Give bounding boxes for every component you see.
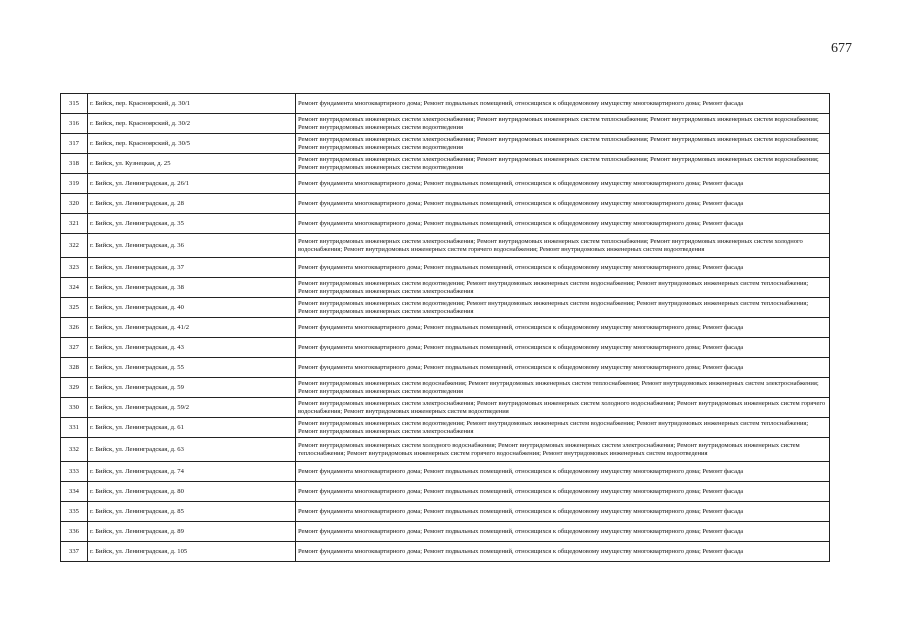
- table-row: [61, 114, 830, 134]
- row-number: 330: [61, 398, 88, 418]
- row-address: г. Бийск, ул. Ленинградская, д. 61: [88, 418, 296, 438]
- table-row: [61, 522, 830, 542]
- row-address: г. Бийск, ул. Ленинградская, д. 26/1: [88, 174, 296, 194]
- row-number: 326: [61, 318, 88, 338]
- table-row: [61, 94, 830, 114]
- table-row: [61, 278, 830, 298]
- row-works: Ремонт фундамента многоквартирного дома; Ремонт подвальных помещений, относящихся к общедомовому имуществу многоквартирного дома; Ремонт фасада: [296, 522, 830, 542]
- table-row: [61, 298, 830, 318]
- table-row: [61, 418, 830, 438]
- row-works: Ремонт фундамента многоквартирного дома; Ремонт подвальных помещений, относящихся к общедомовому имуществу многоквартирного дома; Ремонт фасада: [296, 194, 830, 214]
- registry-table-body: [61, 94, 830, 562]
- row-number: 327: [61, 338, 88, 358]
- row-address: г. Бийск, ул. Ленинградская, д. 74: [88, 462, 296, 482]
- row-works: Ремонт фундамента многоквартирного дома; Ремонт подвальных помещений, относящихся к общедомовому имуществу многоквартирного дома; Ремонт фасада: [296, 214, 830, 234]
- row-works: Ремонт фундамента многоквартирного дома; Ремонт подвальных помещений, относящихся к общедомовому имуществу многоквартирного дома; Ремонт фасада: [296, 338, 830, 358]
- row-number: 318: [61, 154, 88, 174]
- row-number: 322: [61, 234, 88, 258]
- table-row: [61, 398, 830, 418]
- row-works: Ремонт внутридомовых инженерных систем водоотведения; Ремонт внутридомовых инженерных систем водоснабжения; Ремонт внутридомовых инженерных систем теплоснабжения; Ремонт внутридомовых инженерных систем электроснабжения: [296, 278, 830, 298]
- table-row: [61, 482, 830, 502]
- row-works: Ремонт внутридомовых инженерных систем водоотведения; Ремонт внутридомовых инженерных систем водоснабжения; Ремонт внутридомовых инженерных систем теплоснабжения; Ремонт внутридомовых инженерных систем электроснабжения: [296, 418, 830, 438]
- table-row: [61, 154, 830, 174]
- table-row: [61, 194, 830, 214]
- row-address: г. Бийск, ул. Ленинградская, д. 36: [88, 234, 296, 258]
- row-address: г. Бийск, ул. Ленинградская, д. 59: [88, 378, 296, 398]
- row-address: г. Бийск, ул. Ленинградская, д. 38: [88, 278, 296, 298]
- row-number: 334: [61, 482, 88, 502]
- row-number: 331: [61, 418, 88, 438]
- row-works: Ремонт внутридомовых инженерных систем электроснабжения; Ремонт внутридомовых инженерных систем холодного водоснабжения; Ремонт внутридомовых инженерных систем горячего водоснабжения; Ремонт внутридомовых инженерных систем водоотведения: [296, 398, 830, 418]
- row-number: 315: [61, 94, 88, 114]
- row-number: 320: [61, 194, 88, 214]
- row-works: Ремонт внутридомовых инженерных систем электроснабжения; Ремонт внутридомовых инженерных систем теплоснабжения; Ремонт внутридомовых инженерных систем водоснабжения; Ремонт внутридомовых инженерных систем водоотведения: [296, 154, 830, 174]
- row-address: г. Бийск, ул. Кузнецкая, д. 25: [88, 154, 296, 174]
- row-number: 336: [61, 522, 88, 542]
- row-works: Ремонт фундамента многоквартирного дома; Ремонт подвальных помещений, относящихся к общедомовому имуществу многоквартирного дома; Ремонт фасада: [296, 94, 830, 114]
- row-works: Ремонт фундамента многоквартирного дома; Ремонт подвальных помещений, относящихся к общедомовому имуществу многоквартирного дома; Ремонт фасада: [296, 318, 830, 338]
- row-works: Ремонт фундамента многоквартирного дома; Ремонт подвальных помещений, относящихся к общедомовому имуществу многоквартирного дома; Ремонт фасада: [296, 462, 830, 482]
- row-works: Ремонт внутридомовых инженерных систем электроснабжения; Ремонт внутридомовых инженерных систем теплоснабжения; Ремонт внутридомовых инженерных систем водоснабжения; Ремонт внутридомовых инженерных систем водоотведения: [296, 114, 830, 134]
- row-address: г. Бийск, ул. Ленинградская, д. 80: [88, 482, 296, 502]
- page-number: 677: [831, 41, 852, 56]
- table-row: [61, 214, 830, 234]
- row-number: 324: [61, 278, 88, 298]
- row-address: г. Бийск, ул. Ленинградская, д. 43: [88, 338, 296, 358]
- row-number: 323: [61, 258, 88, 278]
- row-address: г. Бийск, ул. Ленинградская, д. 85: [88, 502, 296, 522]
- row-address: г. Бийск, ул. Ленинградская, д. 37: [88, 258, 296, 278]
- row-address: г. Бийск, пер. Красноярский, д. 30/1: [88, 94, 296, 114]
- row-works: Ремонт фундамента многоквартирного дома; Ремонт подвальных помещений, относящихся к общедомовому имуществу многоквартирного дома; Ремонт фасада: [296, 502, 830, 522]
- table-row: [61, 318, 830, 338]
- row-number: 321: [61, 214, 88, 234]
- row-number: 325: [61, 298, 88, 318]
- row-works: Ремонт фундамента многоквартирного дома; Ремонт подвальных помещений, относящихся к общедомовому имуществу многоквартирного дома; Ремонт фасада: [296, 258, 830, 278]
- table-row: [61, 234, 830, 258]
- row-address: г. Бийск, ул. Ленинградская, д. 41/2: [88, 318, 296, 338]
- row-works: Ремонт внутридомовых инженерных систем водоотведения; Ремонт внутридомовых инженерных систем водоснабжения; Ремонт внутридомовых инженерных систем теплоснабжения; Ремонт внутридомовых инженерных систем электроснабжения: [296, 298, 830, 318]
- row-address: г. Бийск, ул. Ленинградская, д. 35: [88, 214, 296, 234]
- row-number: 332: [61, 438, 88, 462]
- table-row: [61, 502, 830, 522]
- row-works: Ремонт внутридомовых инженерных систем электроснабжения; Ремонт внутридомовых инженерных систем теплоснабжения; Ремонт внутридомовых инженерных систем холодного водоснабжения; Ремонт внутридомовых инженерных систем горячего водоснабжения; Ремонт внутридомовых инженерных систем водоотведения: [296, 234, 830, 258]
- row-number: 333: [61, 462, 88, 482]
- row-number: 328: [61, 358, 88, 378]
- row-number: 329: [61, 378, 88, 398]
- row-address: г. Бийск, ул. Ленинградская, д. 63: [88, 438, 296, 462]
- table-row: [61, 358, 830, 378]
- row-address: г. Бийск, ул. Ленинградская, д. 89: [88, 522, 296, 542]
- row-address: г. Бийск, ул. Ленинградская, д. 59/2: [88, 398, 296, 418]
- table-row: [61, 174, 830, 194]
- row-number: 317: [61, 134, 88, 154]
- row-works: Ремонт фундамента многоквартирного дома; Ремонт подвальных помещений, относящихся к общедомовому имуществу многоквартирного дома; Ремонт фасада: [296, 174, 830, 194]
- row-number: 319: [61, 174, 88, 194]
- table-row: [61, 134, 830, 154]
- registry-table: [60, 93, 830, 562]
- row-number: 335: [61, 502, 88, 522]
- row-address: г. Бийск, ул. Ленинградская, д. 28: [88, 194, 296, 214]
- row-works: Ремонт фундамента многоквартирного дома; Ремонт подвальных помещений, относящихся к общедомовому имуществу многоквартирного дома; Ремонт фасада: [296, 482, 830, 502]
- table-row: [61, 542, 830, 562]
- table-row: [61, 338, 830, 358]
- row-address: г. Бийск, ул. Ленинградская, д. 105: [88, 542, 296, 562]
- row-works: Ремонт фундамента многоквартирного дома; Ремонт подвальных помещений, относящихся к общедомовому имуществу многоквартирного дома; Ремонт фасада: [296, 358, 830, 378]
- row-works: Ремонт фундамента многоквартирного дома; Ремонт подвальных помещений, относящихся к общедомовому имуществу многоквартирного дома; Ремонт фасада: [296, 542, 830, 562]
- table-row: [61, 258, 830, 278]
- table-row: [61, 462, 830, 482]
- row-address: г. Бийск, ул. Ленинградская, д. 55: [88, 358, 296, 378]
- table-row: [61, 378, 830, 398]
- row-number: 316: [61, 114, 88, 134]
- row-works: Ремонт внутридомовых инженерных систем электроснабжения; Ремонт внутридомовых инженерных систем теплоснабжения; Ремонт внутридомовых инженерных систем водоснабжения; Ремонт внутридомовых инженерных систем водоотведения: [296, 134, 830, 154]
- row-address: г. Бийск, ул. Ленинградская, д. 40: [88, 298, 296, 318]
- row-works: Ремонт внутридомовых инженерных систем водоснабжения; Ремонт внутридомовых инженерных систем теплоснабжения; Ремонт внутридомовых инженерных систем электроснабжения; Ремонт внутридомовых инженерных систем водоотведения: [296, 378, 830, 398]
- row-works: Ремонт внутридомовых инженерных систем холодного водоснабжения; Ремонт внутридомовых инженерных систем электроснабжения; Ремонт внутридомовых инженерных систем теплоснабжения; Ремонт внутридомовых инженерных систем горячего водоснабжения; Ремонт внутридомовых инженерных систем водоотведения: [296, 438, 830, 462]
- table-row: [61, 438, 830, 462]
- row-number: 337: [61, 542, 88, 562]
- row-address: г. Бийск, пер. Красноярский, д. 30/2: [88, 114, 296, 134]
- row-address: г. Бийск, пер. Красноярский, д. 30/5: [88, 134, 296, 154]
